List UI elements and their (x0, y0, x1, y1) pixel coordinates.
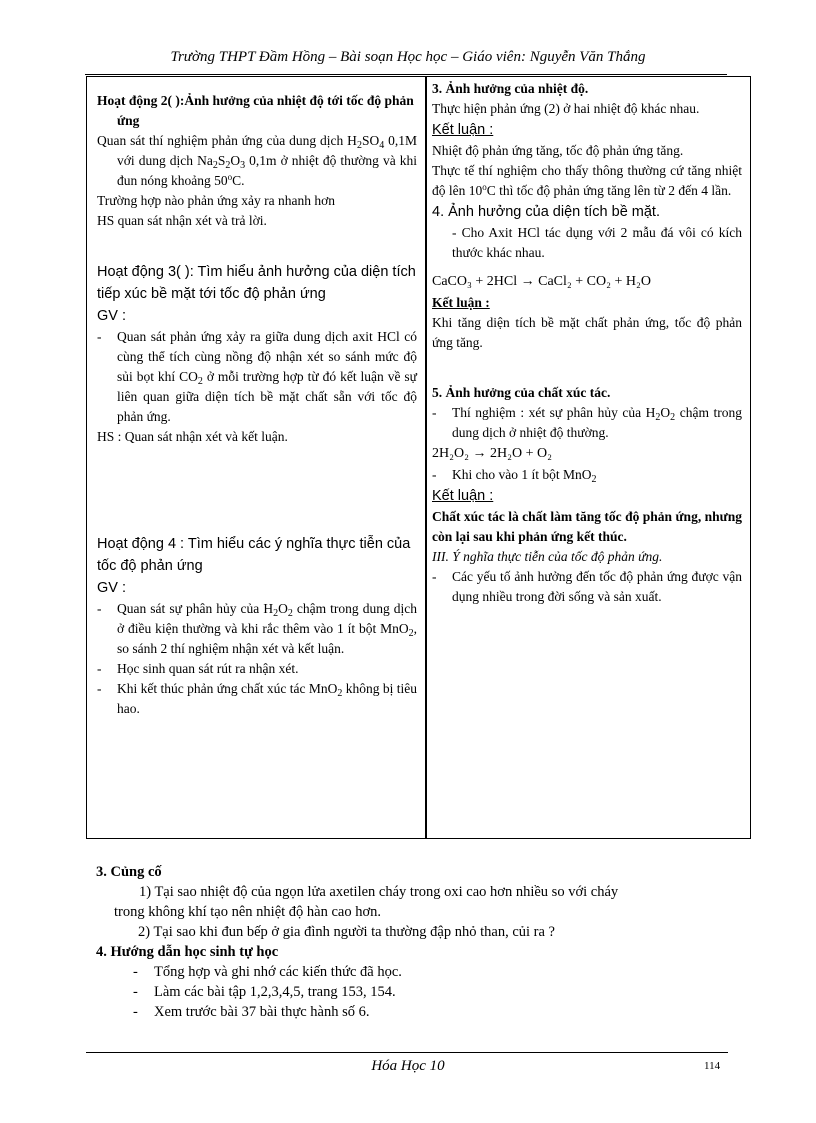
s4-list-item: - Cho Axit HCl tác dụng với 2 mẫu đá vôi có kích thước khác nhau. (452, 225, 742, 260)
bottom-section (96, 862, 724, 1022)
hd2-title: Hoạt động 2( ):Ảnh hưởng của nhiệt độ tới tốc độ phản ứng (97, 93, 414, 128)
spacer (432, 263, 742, 271)
right-column (426, 77, 751, 839)
hd4-title: Hoạt động 4 : Tìm hiểu các ý nghĩa thực tiễn của tốc độ phản ứng (97, 536, 411, 574)
s4-conclusion-label: Kết luận : (432, 295, 490, 310)
cc-title: 3. Củng cố (96, 864, 162, 880)
s3-paragraph-3: Thực tế thí nghiệm cho thấy thông thường cứ tăng nhiệt độ lên 10$^o$C thì tốc độ phản ứng tăng lên từ 2 đến 4 lần. (432, 163, 742, 198)
hd2-paragraph-2: Trường hợp nào phản ứng xảy ra nhanh hơn (97, 193, 336, 208)
spacer (432, 353, 742, 383)
s4-paragraph: Khi tăng diện tích bề mặt chất phản ứng, tốc độ phản ứng tăng. (432, 315, 742, 350)
spacer (97, 231, 417, 261)
hd4-list-item-3: - Khi kết thúc phản ứng chất xúc tác MnO$_2$ không bị tiêu hao. (97, 681, 417, 716)
s5-list-item-1: - Thí nghiệm : xét sự phân hủy của $H_2O_2$ chậm trong dung dịch ở nhiệt độ thường. (432, 405, 742, 440)
cc-question-1: 1) Tại sao nhiệt độ của ngọn lửa axetilen cháy trong oxi cao hơn nhiều so với cháy (139, 884, 619, 900)
footer-subject: Hóa Học 10 (371, 1058, 445, 1074)
s5-conclusion-label: Kết luận : (432, 488, 494, 504)
s5-title: 5. Ảnh hưởng của chất xúc tác. (432, 385, 611, 400)
s3-paragraph-2: Nhiệt độ phản ứng tăng, tốc độ phản ứng tăng. (432, 143, 684, 158)
s3-title: 3. Ảnh hưởng của nhiệt độ. (432, 81, 589, 96)
hd-list-item-2: - Làm các bài tập 1,2,3,4,5, trang 153, 154. (133, 984, 396, 1000)
cc-question-1-cont: trong không khí tạo nên nhiệt độ hàn cao hơn. (114, 904, 382, 920)
hd2-paragraph-1: Quan sát thí nghiệm phản ứng của dung dịch $H_2SO_4$ 0,1M với dung dịch $Na_2S_2O_3$ 0,1m ở nhiệt độ thường và khi đun nóng khoảng 50$^o$C. (97, 133, 417, 188)
lesson-table (86, 76, 751, 839)
hd4-list-item-1: - Quan sát sự phân hủy của $H_2O_2$ chậm trong dung dịch ở điều kiện thường và khi rắc thêm vào 1 ít bột MnO$_2$, so sánh 2 thí nghiệm nhận xét và kết luận. (97, 601, 417, 656)
s6-title: III. Ý nghĩa thực tiễn của tốc độ phản ứng. (432, 549, 663, 564)
s3-conclusion-label: Kết luận : (432, 122, 494, 138)
hd3-hs-line: HS : Quan sát nhận xét và kết luận. (97, 429, 288, 444)
s5-equation: 2H₂O₂ → 2H₂O + O₂ (432, 446, 552, 461)
s4-equation: CaCO₃ + 2HCl → CaCl₂ + CO₂ + H₂O (432, 274, 651, 289)
s6-list-item: - Các yếu tố ảnh hưởng đến tốc độ phản ứng được vận dụng nhiều trong đời sống và sản xuất. (432, 569, 742, 604)
footer-rule (86, 1052, 728, 1053)
s4-title: 4. Ảnh hưởng của diện tích bề mặt. (432, 204, 660, 220)
hd3-list-item: - Quan sát phản ứng xảy ra giữa dung dịch axit HCl có cùng thể tích cùng nồng độ nhận xét so sánh mức độ sủi bọt khí $CO_2$ ở mỗi trường hợp từ đó kết luận về sự liên quan giữa diện tích bề mặt chất sẵn với tốc độ phản ứng. (97, 329, 417, 424)
left-column (87, 77, 427, 839)
cc-question-2: 2) Tại sao khi đun bếp ở gia đình người ta thường đập nhỏ than, củi ra ? (138, 924, 555, 940)
s5-list-item-2: - Khi cho vào 1 ít bột MnO$_2$ (432, 467, 597, 485)
page-header: Trường THPT Đầm Hồng – Bài soạn Học học – Giáo viên: Nguyễn Văn Thắng (170, 49, 646, 65)
hd3-gv-label: GV : (97, 308, 127, 324)
page-number: 114 (704, 1060, 721, 1072)
hd-list-item-3: - Xem trước bài 37 bài thực hành số 6. (133, 1004, 370, 1020)
hd4-list-item-2: - Học sinh quan sát rút ra nhận xét. (97, 661, 299, 676)
hd3-title: Hoạt động 3( ): Tìm hiểu ảnh hưởng của diện tích tiếp xúc bề mặt tới tốc độ phản ứng (97, 264, 416, 302)
hd4-gv-label: GV : (97, 580, 127, 596)
s3-paragraph-1: Thực hiện phản ứng (2) ở hai nhiệt độ khác nhau. (432, 101, 700, 116)
s5-paragraph: Chất xúc tác là chất làm tăng tốc độ phản ứng, nhưng còn lại sau khi phản ứng kết thúc. (432, 509, 742, 544)
hd-list-item-1: - Tổng hợp và ghi nhớ các kiến thức đã học. (133, 964, 402, 980)
hd2-paragraph-3: HS quan sát nhận xét và trả lời. (97, 213, 267, 228)
header-rule (85, 74, 727, 75)
hd-title: 4. Hướng dẫn học sinh tự học (96, 944, 279, 960)
spacer (97, 447, 417, 533)
